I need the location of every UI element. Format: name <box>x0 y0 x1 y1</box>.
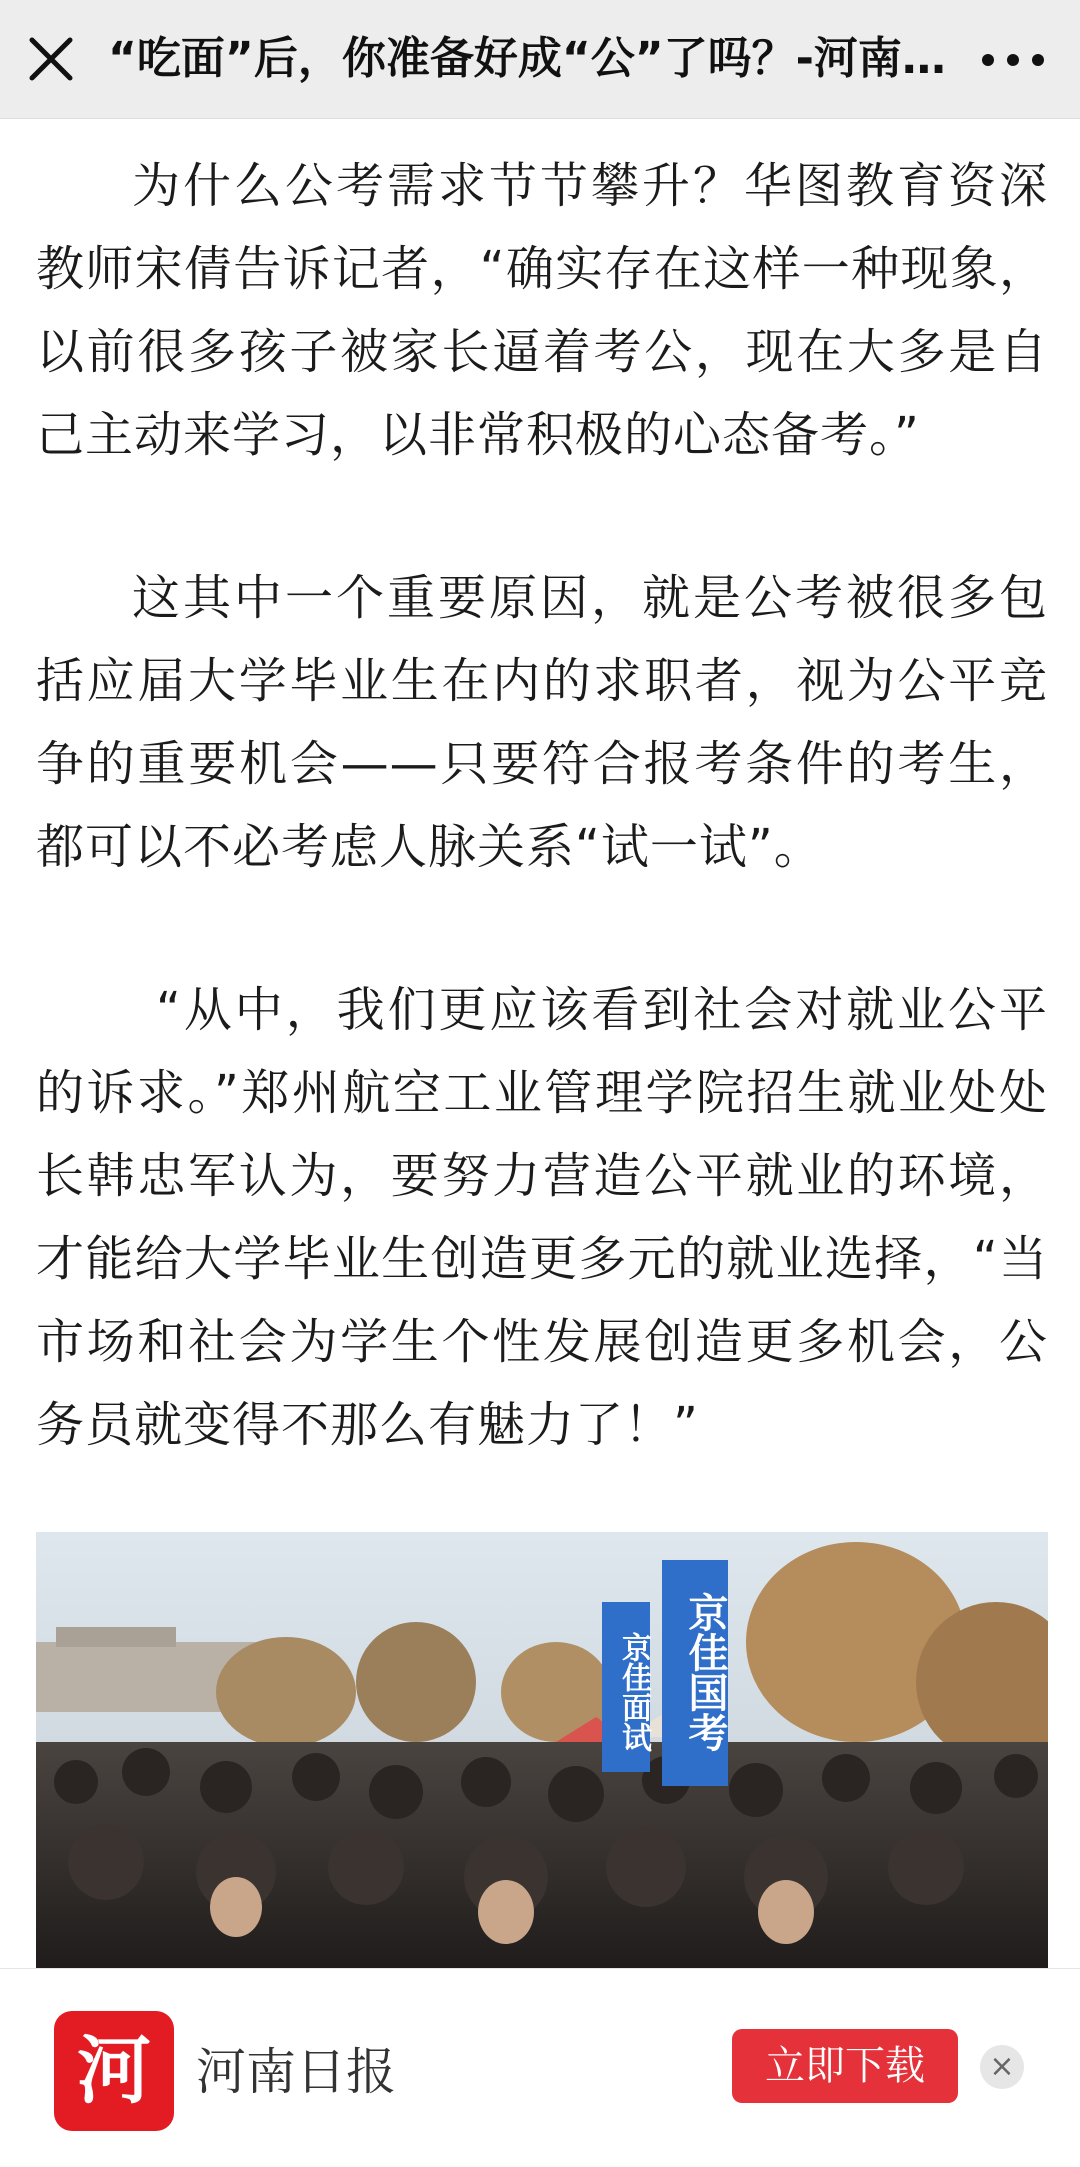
article-paragraph: “从中，我们更应该看到社会对就业公平的诉求。”郑州航空工业管理学院招生就业处处长韩忠军认为，要努力营造公平就业的环境，才能给大学毕业生创造更多元的就业选择，“当市场和社会为学生个性发展创造更多机会，公务员就变得不那么有魅力了！” <box>36 982 1048 1453</box>
close-icon[interactable] <box>22 30 80 88</box>
banner-right-text: 京佳国考 <box>682 1592 728 1752</box>
app-name: 河南日报 <box>196 2043 396 2101</box>
article-paragraph: 这其中一个重要原因，就是公考被很多包括应届大学毕业生在内的求职者，视为公平竞争的重要机会——只要符合报考条件的考生，都可以不必考虑人脉关系“试一试”。 <box>36 570 1048 875</box>
top-bar <box>0 0 1080 119</box>
page-title: “吃面”后，你准备好成“公”了吗？-河南… <box>108 33 946 84</box>
banner-left-text: 京佳面试 <box>616 1632 651 1752</box>
app-logo <box>54 2011 174 2131</box>
download-button[interactable]: 立即下载 <box>732 2029 958 2103</box>
app-download-banner <box>0 1968 1080 2167</box>
app-logo-char: 河 <box>77 2028 151 2114</box>
article-paragraph: 为什么公考需求节节攀升？华图教育资深教师宋倩告诉记者，“确实存在这样一种现象，以前很多孩子被家长逼着考公，现在大多是自己主动来学习，以非常积极的心态备考。” <box>36 158 1048 463</box>
article-body <box>36 145 1048 1547</box>
article-photo <box>36 1532 1048 1968</box>
more-icon[interactable] <box>968 30 1058 88</box>
close-banner-icon[interactable]: × <box>980 2045 1024 2089</box>
